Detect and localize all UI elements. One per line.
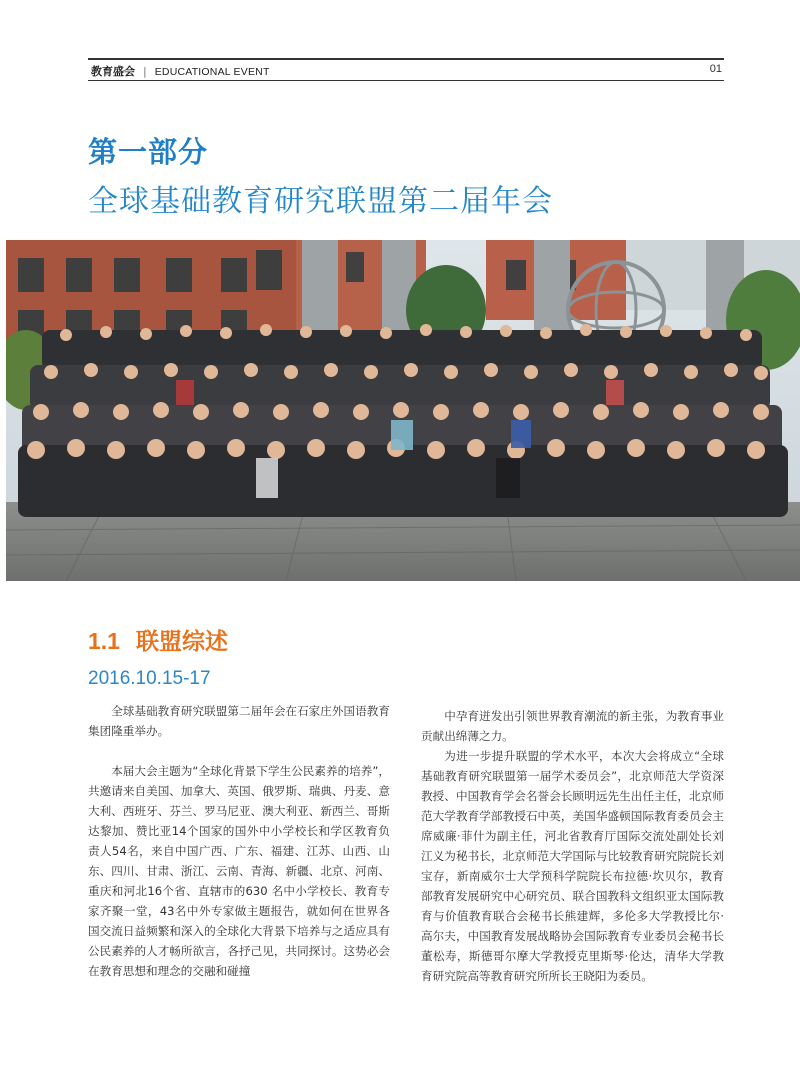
section-title-text: 联盟综述 <box>135 629 228 655</box>
header-section-cn: 教育盛会 <box>91 65 135 78</box>
body-right-column <box>421 706 724 986</box>
section-number: 1.1 <box>88 628 120 654</box>
section-heading <box>88 623 228 656</box>
page-number: 01 <box>709 63 722 75</box>
paragraph: 为进一步提升联盟的学术水平，本次大会将成立“全球基础教育研究联盟第一届学术委员会”，北京师范大学资深教授、中国教育学会名誉会长顾明远先生出任主任，北京师范大学教育学部教授石中英，美国华盛顿国际教育委员会主席威廉·菲什为副主任，河北省教育厅国际交流处副处长刘江义为秘书长，北京师范大学国际与比较教育研究院院长刘宝存，新南威尔士大学预科学院院长布拉德·坎贝尔，教育部教育发展研究中心研究员、联合国教科文组织亚太国际教育与价值教育联合会秘书长熊建辉，多伦多大学教授比尔·高尔夫，中国教育发展战略协会国际教育专业委员会秘书长董松寿，斯德哥尔摩大学教授克里斯琴·伦达，清华大学教育研究院高等教育研究所所长王晓阳为委员。 <box>421 749 724 983</box>
paragraph: 全球基础教育研究联盟第二届年会在石家庄外国语教育集团隆重举办。 <box>88 704 390 738</box>
header-top-rule <box>88 58 724 60</box>
header-section-en: EDUCATIONAL EVENT <box>154 66 270 78</box>
paragraph: 本届大会主题为“全球化背景下学生公民素养的培养”，共邀请来自美国、加拿大、英国、俄罗斯、瑞典、丹麦、意大利、西班牙、芬兰、罗马尼亚、澳大利亚、新西兰、哥斯达黎加、赞比亚14个国家的国外中小学校长和学区教育负责人54名，来自中国广西、广东、福建、江苏、山西、山东、四川、甘肃、浙江、云南、青海、新疆、北京、河南、重庆和河北16个省、直辖市的630 名中小学校长、教育专家齐聚一堂，43名中外专家做主题报告，就如何在世界各国交流日益频繁和深入的全球化大背景下培养与之适应具有公民素养的人才畅所欲言，各抒己见，共同探讨。这势必会在教育思想和理念的交融和碰撞 <box>88 764 390 978</box>
paragraph-continuation: 中孕育迸发出引领世界教育潮流的新主张，为教育事业贡献出绵薄之力。 <box>421 709 724 743</box>
body-left-column <box>88 701 390 981</box>
page-header <box>88 58 724 82</box>
header-separator: | <box>143 65 147 78</box>
group-photo-illustration <box>6 240 800 581</box>
main-title: 全球基础教育研究联盟第二届年会 <box>88 184 553 219</box>
header-bottom-rule <box>88 80 724 81</box>
part-label: 第一部分 <box>88 135 209 169</box>
group-photo <box>6 240 800 581</box>
header-section-label <box>91 63 270 79</box>
event-date: 2016.10.15-17 <box>88 668 211 689</box>
